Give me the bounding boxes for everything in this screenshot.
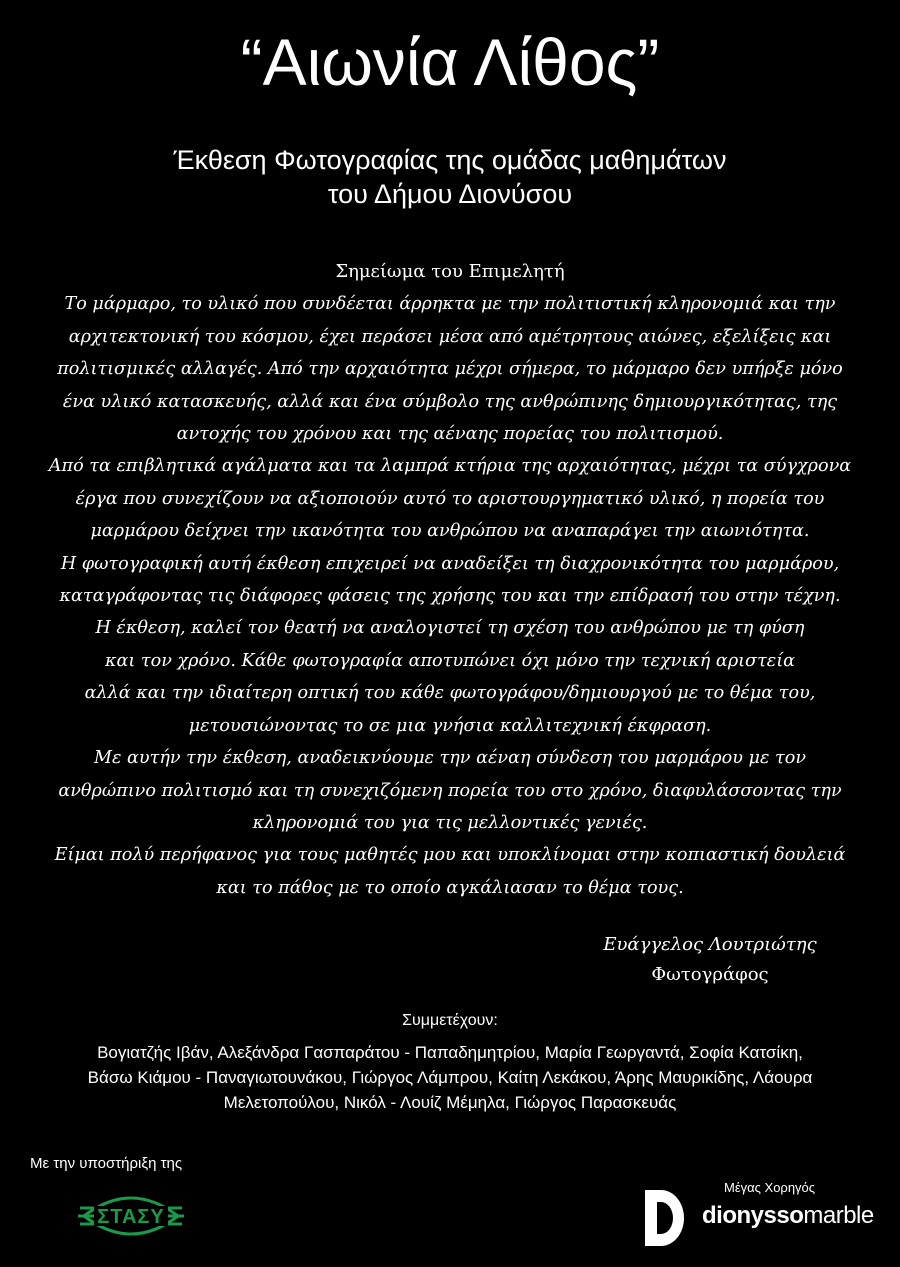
- sponsor-brand: [702, 1202, 874, 1230]
- participants: [0, 1010, 900, 1115]
- participants-row: Βάσω Κιάμου - Παναγιωτουνάκου, Γιώργος Λάμπρου, Καίτη Λεκάκου, Άρης Μαυρικίδης, Λάουρα: [87, 1068, 813, 1087]
- sponsor-label: Μέγας Χορηγός: [724, 1180, 816, 1195]
- curator-note-line: Με αυτήν την έκθεση, αναδεικνύουμε την αέναη σύνδεση του μαρμάρου με τον: [93, 748, 807, 769]
- curator-note-line: αρχιτεκτονική του κόσμου, έχει περάσει μέσα από αμέτρητους αιώνες, εξελίξεις και: [68, 326, 832, 347]
- page-title: “Αιωνία Λίθος”: [240, 25, 660, 99]
- stasy-logo-text: ΣΤΑΣΥ: [97, 1206, 165, 1228]
- subtitle-line-1: Έκθεση Φωτογραφίας της ομάδας μαθημάτων: [173, 145, 727, 175]
- curator-note-line: έργα που συνεχίζουν να αξιοποιούν αυτό το αριστουργηματικό υλικό, η πορεία του: [75, 488, 825, 509]
- curator-note-line: πολιτισμικές αλλαγές. Από την αρχαιότητα μέχρι σήμερα, το μάρμαρο δεν υπήρξε μόνο: [57, 359, 843, 380]
- signature-name: Ευάγγελος Λουτριώτης: [603, 934, 817, 955]
- curator-note-line: αλλά και την ιδιαίτερη οπτική του κάθε φωτογράφου/δημιουργού με το θέμα του,: [84, 683, 816, 704]
- curator-note-line: μαρμάρου δείχνει την ικανότητα του ανθρώπου να αναπαράγει την αιωνιότητα.: [90, 521, 810, 542]
- brand-light: marble: [803, 1202, 874, 1229]
- curator-note-line: και τον χρόνο. Κάθε φωτογραφία αποτυπώνει όχι μόνο την τεχνική αριστεία: [104, 650, 796, 671]
- curator-note-line: και το πάθος με το οποίο αγκάλιασαν το θέμα τους.: [216, 877, 684, 898]
- curator-note-heading: Σημείωμα του Επιμελητή: [335, 261, 565, 282]
- participants-row: Μελετοπούλου, Νικόλ - Λουίζ Μέμηλα, Γιώργος Παρασκευάς: [223, 1093, 677, 1112]
- curator-note-line: αντοχής του χρόνου και της αέναης πορείας του πολιτισμού.: [176, 424, 724, 445]
- curator-note-line: ανθρώπινο πολιτισμό και τη συνεχιζόμενη πορεία του στο χρόνο, διαφυλάσσοντας την: [58, 780, 842, 801]
- curator-note-line: μετουσιώνοντας το σε μια γνήσια καλλιτεχνική έκφραση.: [188, 715, 712, 736]
- subtitle-line-2: του Δήμου Διονύσου: [327, 179, 573, 209]
- curator-note-body: [0, 288, 900, 904]
- curator-note-line: Το μάρμαρο, το υλικό που συνδέεται άρρηκτα με την πολιτιστική κληρονομιά και την: [64, 294, 836, 315]
- signature-block: [560, 930, 860, 990]
- curator-note-line: καταγράφοντας τις διάφορες φάσεις της χρήσης του και την επίδρασή του στην τέχνη.: [59, 586, 841, 607]
- curator-note: [0, 256, 900, 904]
- stasy-logo: [76, 1186, 186, 1246]
- participants-label: Συμμετέχουν:: [402, 1012, 498, 1029]
- curator-note-line: Είμαι πολύ περήφανος για τους μαθητές μου και υποκλίνομαι στην κοπιαστική δουλειά: [54, 845, 846, 866]
- dionysso-d-icon: [645, 1190, 691, 1246]
- curator-note-line: Η φωτογραφική αυτή έκθεση επιχειρεί να αναδείξει τη διαχρονικότητα του μαρμάρου,: [60, 553, 840, 574]
- curator-note-line: Από τα επιβλητικά αγάλματα και τα λαμπρά κτήρια της αρχαιότητας, μέχρι τα σύγχρονα: [48, 456, 852, 477]
- curator-note-line: κληρονομιά του για τις μελλοντικές γενιές.: [252, 812, 648, 833]
- curator-note-line: Η έκθεση, καλεί τον θεατή να αναλογιστεί τη σχέση του ανθρώπου με τη φύση: [95, 618, 805, 639]
- participants-row: Βογιατζής Ιβάν, Αλεξάνδρα Γασπαράτου - Παπαδημητρίου, Μαρία Γεωργαντά, Σοφία Κατσίκη,: [97, 1043, 803, 1062]
- signature-role: Φωτογράφος: [651, 964, 769, 985]
- brand-bold: dionysso: [702, 1202, 804, 1229]
- curator-note-line: ένα υλικό κατασκευής, αλλά και ένα σύμβολο της ανθρώπινης δημιουργικότητας, της: [62, 391, 838, 412]
- subtitle: [0, 143, 900, 211]
- support-label: Με την υποστήριξη της: [30, 1155, 183, 1172]
